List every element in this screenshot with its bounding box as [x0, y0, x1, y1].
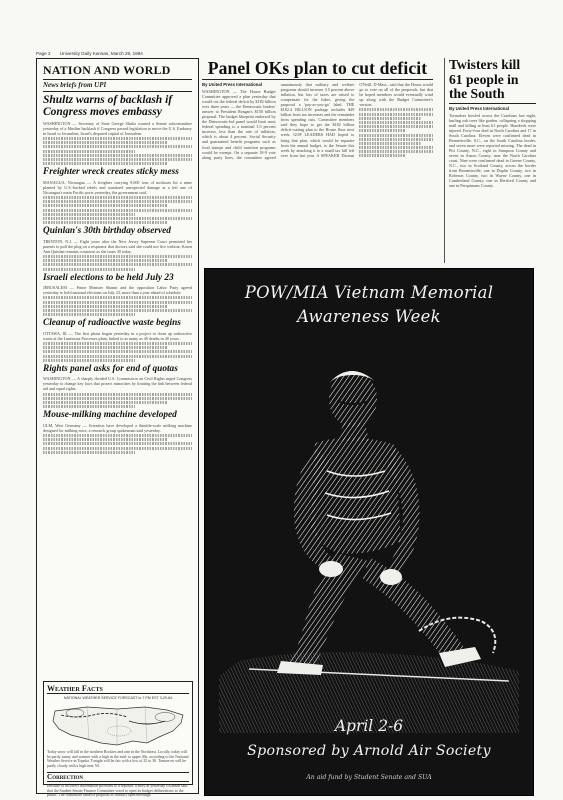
brief-freighter	[43, 168, 192, 224]
page-folio	[36, 51, 536, 56]
poster-title-line1: POW/MIA Vietnam Memorial	[244, 283, 494, 302]
seated-prisoner-illustration	[219, 331, 523, 733]
twisters-body: Tornadoes howled across the Carolinas last night, hurling oak trees like garden, collapsing a shopping mall and killing at least 61 people. Hundreds were injured. Forty-four died in North Carolina and 17 in South Carolina. Eleven were confirmed dead in Bennettsville, S.C., on the South Carolina border, and seven more were reported missing. The dead in Pitt County, N.C., eight in Sampson County and seven in Anson County, near the North Carolina coast. Nine were confirmed dead in Greene County, N.C., two in Scotland County, across the border from Bennettsville, one in Duplin County, two in Robeson County, two in Wayne County, one in Cumberland County, one in Hertford County and one in Perquimans County.	[449, 112, 536, 189]
brief-text: JERUSALEM — Prime Minister Shamir and the opposition Labor Party agreed yesterday to hold national elections on July 23, more than a year ahead of schedule.	[43, 285, 192, 296]
brief-text: TRENTON, N.J. — Eight years after the New Jersey Supreme Court permitted her parents to pull the plug on a respirator that doctors said she could not live without, Karen Ann Quinlan remains comatose as she turns 30 today.	[43, 238, 192, 254]
brief-headline: Mouse-milking machine developed	[43, 410, 177, 421]
weather-map	[47, 701, 191, 749]
poster-title-line2: Awareness Week	[297, 307, 441, 326]
weather-box	[43, 681, 193, 798]
deficit-body: WASHINGTON — The House Budget Committee approved a plan yesterday that would cut the federal deficit by $182 billion over three years — the Democratic leaders' answer to President Reagan's $150 billion proposal. The budget blueprint endorsed by the Democratic-led panel would limit most federal spending to a nominal 3.5 percent increase, less than the rate of inflation, which is about 4 percent. Social Security and guaranteed benefit programs such as food stamps and child nutrition programs would be exempt. On a separate 18-9 vote along party lines, the committee agreed unanimously that military and welfare programs should increase 3.5 percent above inflation, but lots of taxes are raised to compensate for the hikes, giving the proposal a 'pay-as-you-go' label. THE $182.4 BILLION package includes $49 billion from tax increases and the remainder from spending cuts. Committee members said they hope to get the $182 billion deficit-cutting plan to the House floor next week. GOP LEADERS HAD hoped to bring that plan, which would be separate from the annual budget, to the Senate this week by attaching it to a small tax bill left over from last year. A SPEAKER Thomas O'Neill, D-Mass., said that the House would go to vote on all of the proposals, but that he hoped members would eventually wind up along with the Budget Committee's version.	[202, 82, 433, 160]
poster-sponsor: Sponsored by Arnold Air Society	[247, 743, 491, 759]
brief-text: OTTAWA, Ill. — The first phase began yesterday in a project to clean up radioactive waste at the Luminous Processes plant, linked to as many as 40 deaths in 40 years.	[43, 330, 192, 341]
folio-page-number: Page 2	[36, 51, 51, 56]
brief-mouse	[43, 411, 192, 454]
brief-quinlan	[43, 227, 192, 270]
deficit-columns	[202, 82, 433, 257]
deficit-story	[199, 58, 436, 263]
section-subtitle: News briefs from UPI	[43, 80, 192, 92]
deficit-headline: Panel OKs plan to cut deficit	[207, 58, 428, 78]
weather-text: Today snow will fall in the northern Rockies and rain in the Northeast. Locally, today will be partly sunny and warmer with a high in the mid- to upper 40s, according to the National Weather Service in Topeka. Tonight will be fair with a low of 25 to 30. Tomorrow will be partly cloudy with a high near 50.	[47, 750, 189, 769]
twisters-byline: By United Press International	[449, 105, 509, 111]
deficit-byline: By United Press International	[202, 82, 262, 87]
correction-text: Because of incorrect information provided to a reporter, a story in yesterday's Kansan said that the Student Senate Finance Committee voted to open its budget deliberations to the public. The committee tabled a proposal to conduct open meetings.	[47, 783, 188, 798]
twisters-headline: Twisters kill 61 people in the South	[449, 57, 521, 101]
poster-dates: April 2-6	[334, 717, 404, 735]
weather-map-title: NATIONAL WEATHER SERVICE FORECAST to 7 PM EST 3-29-84	[63, 696, 173, 700]
correction-title: Correction	[47, 772, 189, 782]
brief-cleanup	[43, 319, 192, 362]
brief-text: ULM, West Germany — Scientists have developed a thimble-scale milking machine designed for milking mice, a research group spokesman said yesterday.	[43, 422, 192, 433]
brief-headline: Quinlan's 30th birthday observed	[43, 226, 171, 237]
brief-text: MANAGUA, Nicaragua — A freighter carrying 9,000 tons of molasses hit a mine planted by U.S.-backed rebels and sustained unexpected damage at a left one of Nicaragua's main Pacific ports yesterday, the government said.	[43, 179, 192, 195]
brief-text: WASHINGTON — Secretary of State George Shultz warned a Senate subcommittee yesterday of a Muslim backlash if Congress passed legislation to move the U.S. Embassy in Israel to Jerusalem, Israel's disputed capital of Jerusalem.	[43, 120, 192, 136]
brief-text: WASHINGTON — A sharply divided U.S. Commission on Civil Rights urged Congress yesterday to change key laws that protect minorities by limiting the link between federal aid and equal rights.	[43, 376, 192, 392]
section-title: NATION AND WORLD	[43, 63, 192, 80]
brief-headline: Cleanup of radioactive waste begins	[43, 318, 181, 329]
brief-israel	[43, 274, 192, 317]
twisters-story	[444, 58, 536, 263]
nation-world-column	[36, 58, 199, 798]
brief-rights	[43, 365, 192, 408]
brief-headline: Freighter wreck creates sticky mess	[43, 167, 179, 178]
weather-title: Weather Facts	[47, 684, 189, 694]
brief-headline: Shultz warns of backlash if Congress moves embassy	[43, 94, 173, 118]
brief-headline: Rights panel asks for end of quotas	[43, 363, 178, 374]
pow-mia-poster-ad	[204, 268, 534, 796]
poster-funding-note: An aid fund by Student Senate and SUA	[306, 774, 432, 781]
brief-headline: Israeli elections to be held July 23	[43, 272, 174, 283]
folio-paper-date: University Daily Kansan, March 29, 1984	[59, 51, 143, 56]
brief-shultz	[43, 95, 192, 165]
